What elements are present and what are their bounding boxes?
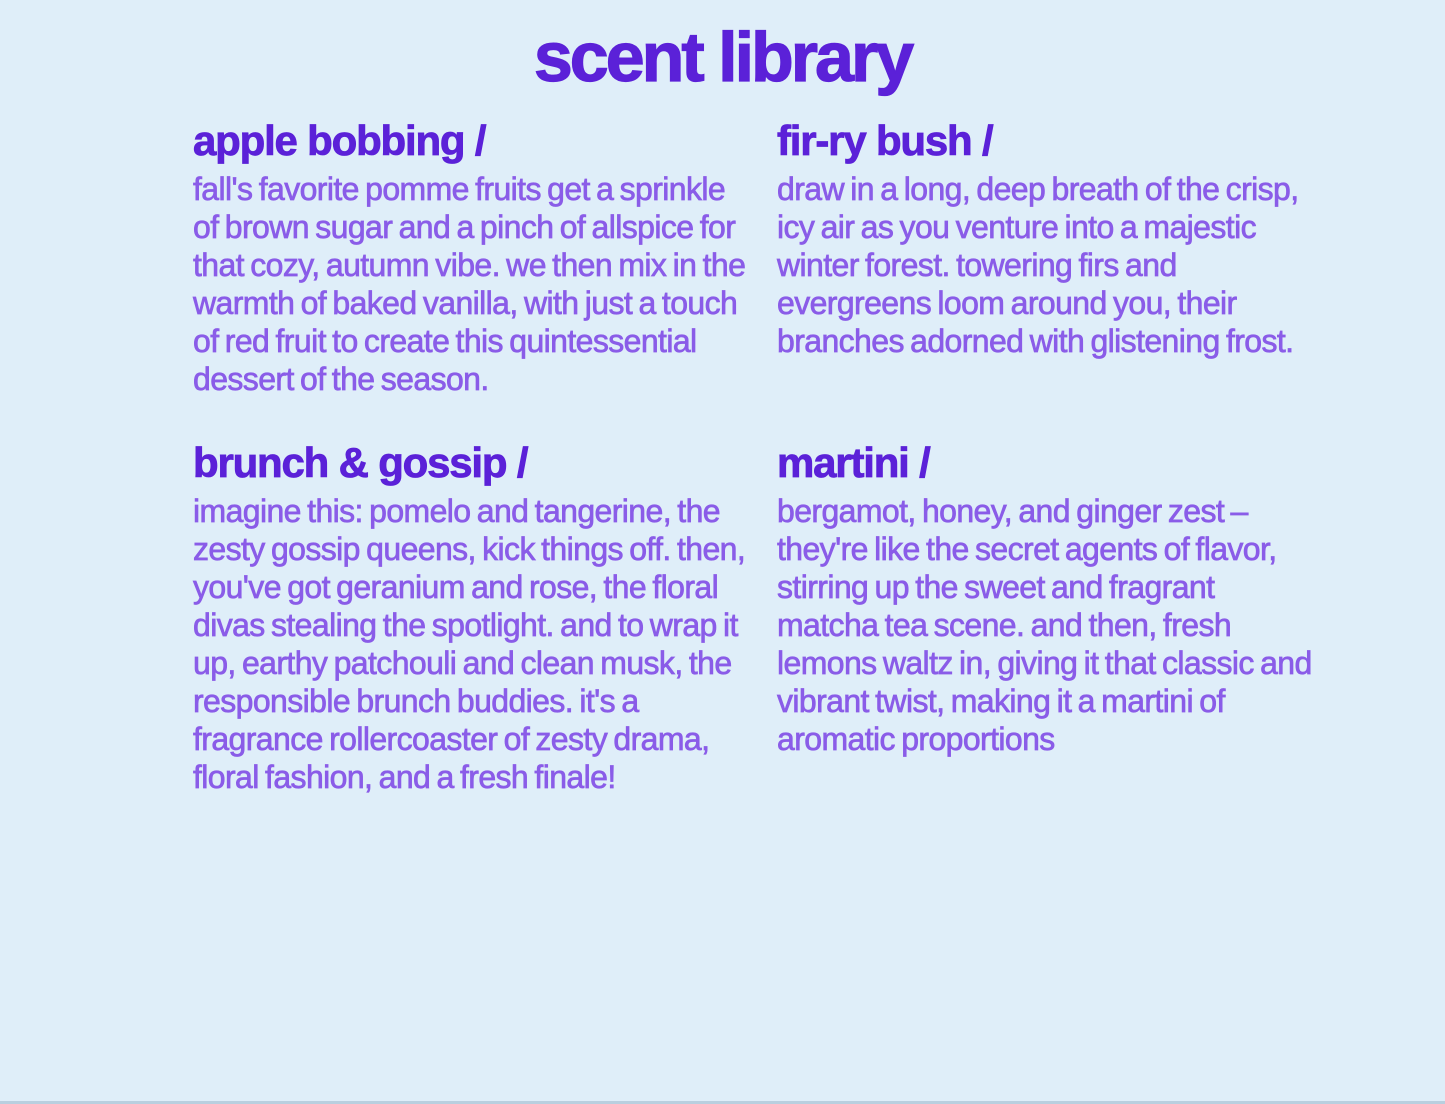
scent-library-page — [0, 20, 1445, 796]
scent-card-fir-ry-bush — [777, 118, 1322, 398]
scent-description: imagine this: pomelo and tangerine, the zesty gossip queens, kick things off. then, you've got geranium and rose, the floral divas stealing the spotlight. and to wrap it up, earthy patchouli and clean musk, the responsible brunch buddies. it's a fragrance rollercoaster of zesty drama, floral fashion, and a fresh finale! — [193, 492, 746, 795]
scent-name: brunch & gossip / — [193, 438, 528, 486]
scent-description: draw in a long, deep breath of the crisp, icy air as you venture into a majestic winter forest. towering firs and evergreens loom around you, their branches adorned with glistening frost. — [777, 170, 1299, 359]
scent-card-apple-bobbing — [193, 118, 753, 398]
scent-name: apple bobbing / — [193, 116, 486, 164]
page-title: scent library — [533, 18, 912, 96]
scent-name: martini / — [777, 438, 930, 486]
scent-card-martini — [777, 440, 1322, 796]
scent-description: bergamot, honey, and ginger zest – they're like the secret agents of flavor, stirring up the sweet and fragrant matcha tea scene. and then, fresh lemons waltz in, giving it that classic and vibrant twist, making it a martini of aromatic proportions — [777, 492, 1312, 757]
scent-name: fir-ry bush / — [777, 116, 993, 164]
scent-card-brunch-and-gossip — [193, 440, 753, 796]
scent-grid — [193, 118, 1445, 796]
scent-description: fall's favorite pomme fruits get a sprinkle of brown sugar and a pinch of allspice for that cozy, autumn vibe. we then mix in the warmth of baked vanilla, with just a touch of red fruit to create this quintessential dessert of the season. — [193, 170, 746, 397]
